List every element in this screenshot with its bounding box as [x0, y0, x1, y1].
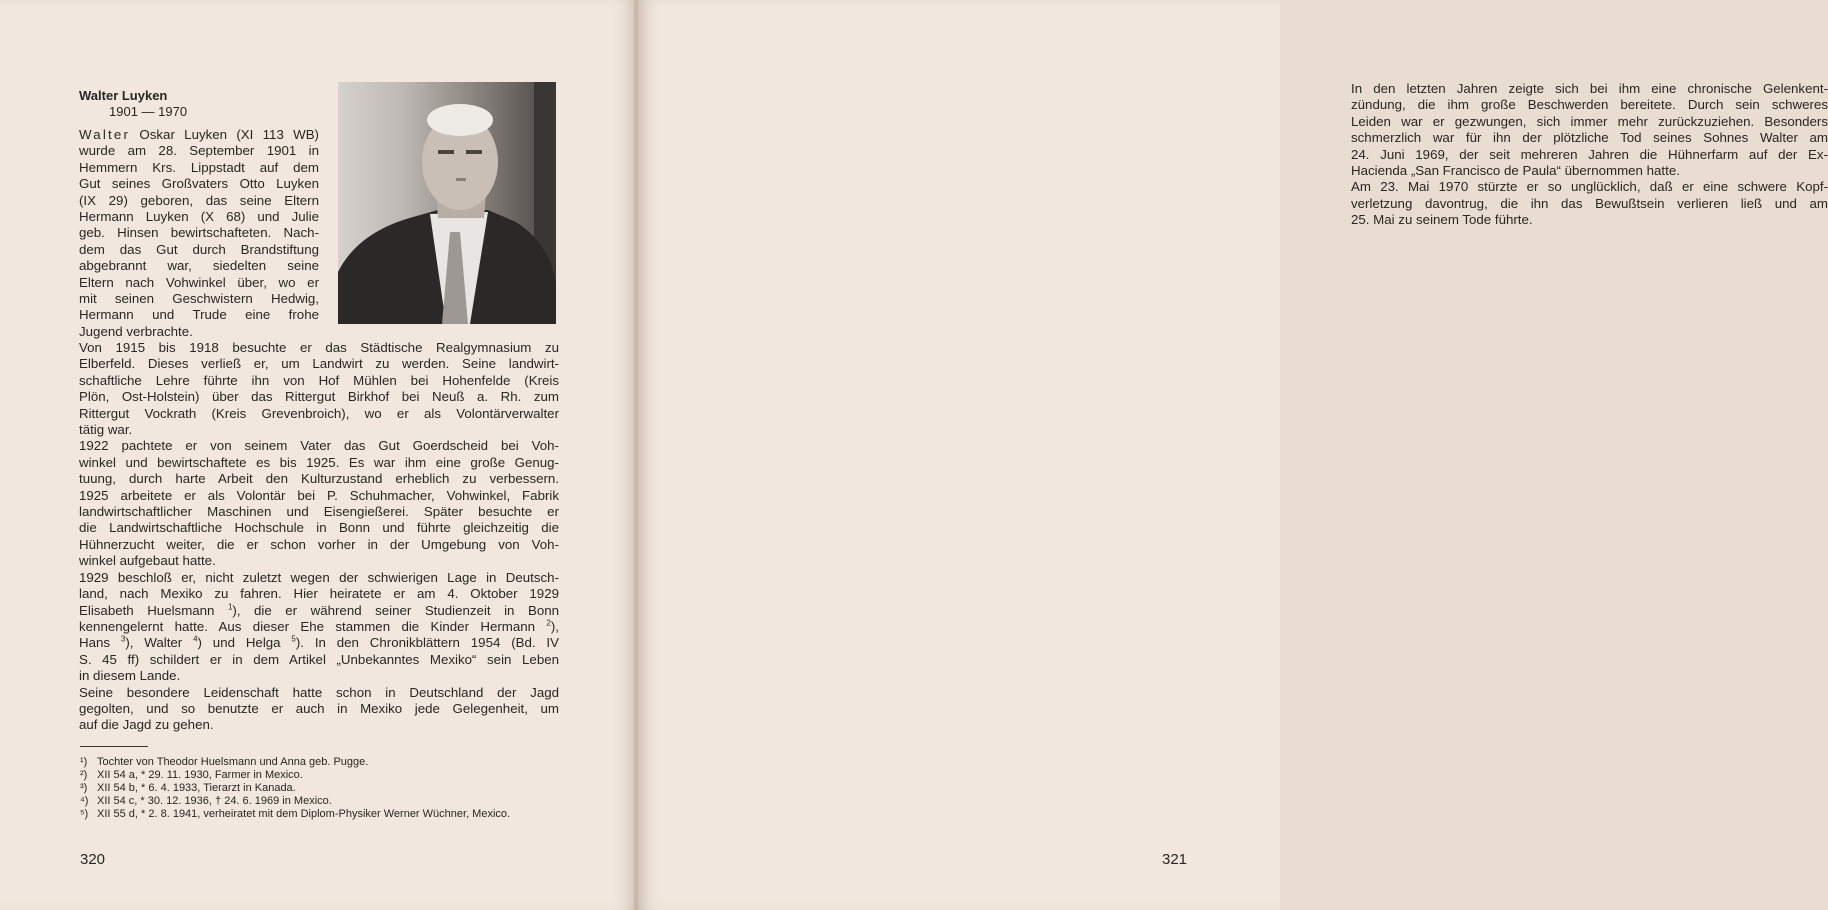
text-line: kennengelernt hatte. Aus dieser Ehe stammen die Kinder Hermann $^2$), [79, 618, 559, 634]
biography-header [79, 88, 329, 120]
text-line: 1929 beschloß er, nicht zuletzt wegen der schwierigen Lage in Deutsch- [79, 569, 559, 585]
paragraph-hunting [79, 685, 559, 734]
footnote-ref: 5 [291, 634, 296, 644]
footnote-mark: ⁵) [80, 807, 89, 820]
text-line: winkel aufgebaut hatte. [79, 553, 216, 569]
text-line: (IX 29) geboren, das seine Eltern [79, 192, 319, 208]
footnote-ref: 1 [227, 602, 233, 612]
page-number: 321 [1162, 851, 1188, 868]
text-line: Elisabeth Huelsmann $^1$), die er während seiner Studienzeit in Bonn [79, 602, 560, 618]
footnote-divider [80, 746, 148, 747]
portrait-photo [338, 82, 556, 324]
text-line: Gut seines Großvaters Otto Luyken [79, 176, 319, 192]
footnotes [80, 756, 550, 821]
footnote: ³) XII 54 b, * 6. 4. 1933, Tierarzt in Kanada. [80, 781, 296, 794]
main-text-left [79, 340, 559, 734]
paragraph-education [79, 340, 559, 438]
text-line: Eltern nach Vohwinkel über, wo er [79, 274, 319, 290]
text-line: 1925 arbeitete er als Volontär bei P. Schuhmacher, Vohwinkel, Fabrik [79, 487, 559, 503]
text-line: die Landwirtschaftliche Hochschule in Bonn und führte gleichzeitig die [79, 520, 559, 536]
text-line: Seine besondere Leidenschaft hatte schon in Deutschland der Jagd [79, 684, 559, 700]
text-line: Hermann Luyken (X 68) und Julie [79, 209, 319, 225]
main-text-right [1351, 81, 1828, 229]
footnote-mark: ⁴) [80, 794, 89, 807]
text-line: In den letzten Jahren zeigte sich bei ihm eine chronische Gelenkent- [1351, 81, 1828, 96]
text-line: Walter Oskar Luyken (XI 113 WB) [79, 127, 319, 142]
footnote-mark: ²) [80, 768, 88, 781]
footnote: ⁵) XII 55 d, * 2. 8. 1941, verheiratet mit dem Diplom-Physiker Werner Wüchner, Mexico. [80, 807, 511, 820]
right-page [638, 0, 1828, 910]
text-line: in diesem Lande. [79, 668, 181, 684]
footnote-mark: ¹) [80, 756, 88, 768]
text-line: verletzung davontrug, die ihn das Bewußtsein verlieren ließ und am [1351, 195, 1828, 211]
left-page [0, 0, 636, 910]
footnote-ref: 4 [193, 634, 198, 644]
text-line: tätig war. [79, 422, 133, 438]
text-line: wurde am 28. September 1901 in [79, 143, 319, 159]
text-line: zündung, die ihm große Beschwerden bereitete. Durch sein schweres [1351, 97, 1828, 113]
text-line: Von 1915 bis 1918 besuchte er das Städtische Realgymnasium zu [79, 340, 559, 355]
text-line: 25. Mai zu seinem Tode führte. [1351, 212, 1533, 228]
text-line: tuung, durch harte Arbeit den Kulturzustand erheblich zu verbessern. [79, 471, 559, 487]
text-line: dem das Gut durch Brandstiftung [79, 241, 319, 257]
text-line: Plön, Ost-Holstein) über das Rittergut Birkhof bei Neuß a. Rh. zum [79, 389, 559, 405]
footnote-ref: 3 [120, 634, 126, 644]
text-line: geb. Hinsen bewirtschafteten. Nach- [79, 225, 319, 241]
text-line: mit seinen Geschwistern Hedwig, [79, 291, 319, 307]
text-line: Elberfeld. Dieses verließ er, um Landwirt zu werden. Seine landwirt- [79, 356, 559, 372]
portrait-photo-icon [338, 82, 556, 324]
intro-paragraph [79, 127, 319, 340]
life-dates: 1901 — 1970 [109, 104, 188, 119]
text-line: Hemmern Krs. Lippstadt auf dem [79, 159, 319, 175]
text-line: Jugend verbrachte. [79, 323, 193, 339]
text-line: land, nach Mexiko zu fahren. Hier heiratete er am 4. Oktober 1929 [79, 586, 559, 602]
text-line: gegolten, und so benutzte er auch in Mexiko jede Gelegenheit, um [79, 700, 559, 716]
text-line: Hühnerzucht weiter, die er schon vorher in der Umgebung von Voh- [79, 536, 559, 552]
footnote-mark: ³) [80, 781, 88, 794]
text-line: S. 45 ff) schildert er in dem Artikel „Unbekanntes Mexiko“ sein Leben [79, 651, 559, 667]
text-line: 24. Juni 1969, der seit mehreren Jahren die Hühnerfarm auf der Ex- [1351, 146, 1828, 162]
text-line: Leiden war er gezwungen, sich immer mehr zurückzuziehen. Besonders [1351, 113, 1828, 129]
person-name: Walter Luyken [79, 88, 168, 103]
footnote-ref: 2 [546, 618, 551, 628]
text-line: landwirtschaftlicher Maschinen und Eisengießerei. Später besuchte er [79, 504, 559, 520]
text-line: Am 23. Mai 1970 stürzte er so unglücklich, daß er eine schwere Kopf- [1351, 179, 1828, 195]
text-line: Hermann und Trude eine frohe [79, 307, 319, 323]
page-number: 320 [80, 851, 106, 868]
text-line: winkel und bewirtschaftete es bis 1925. Es war ihm eine große Genug- [79, 454, 559, 470]
text-line: Rittergut Vockrath (Kreis Grevenbroich), wo er als Volontärverwalter [79, 405, 559, 421]
paragraph-1929 [79, 570, 559, 685]
text-line: schmerzlich war für ihn der plötzliche Tod seines Sohnes Walter am [1351, 130, 1828, 146]
text-line: Hacienda „San Francisco de Paula“ übernommen hatte. [1351, 163, 1680, 179]
text-line: abgebrannt war, siedelten seine [79, 258, 319, 274]
footnote: ⁴) XII 54 c, * 30. 12. 1936, † 24. 6. 1969 in Mexico. [80, 794, 332, 807]
footnote: ¹) Tochter von Theodor Huelsmann und Anna geb. Pugge. [80, 756, 369, 768]
text-line: 1922 pachtete er von seinem Vater das Gut Goerdscheid bei Voh- [79, 438, 559, 454]
text-line: auf die Jagd zu gehen. [79, 717, 214, 733]
text-line: schaftliche Lehre führte ihn von Hof Mühlen bei Hohenfelde (Kreis [79, 372, 559, 388]
paragraph-1922 [79, 438, 559, 569]
footnote: ²) XII 54 a, * 29. 11. 1930, Farmer in Mexico. [80, 768, 303, 781]
text-line: Hans $^3$), Walter $^4$) und Helga $^5$). In den Chronikblättern 1954 (Bd. IV [79, 634, 559, 651]
